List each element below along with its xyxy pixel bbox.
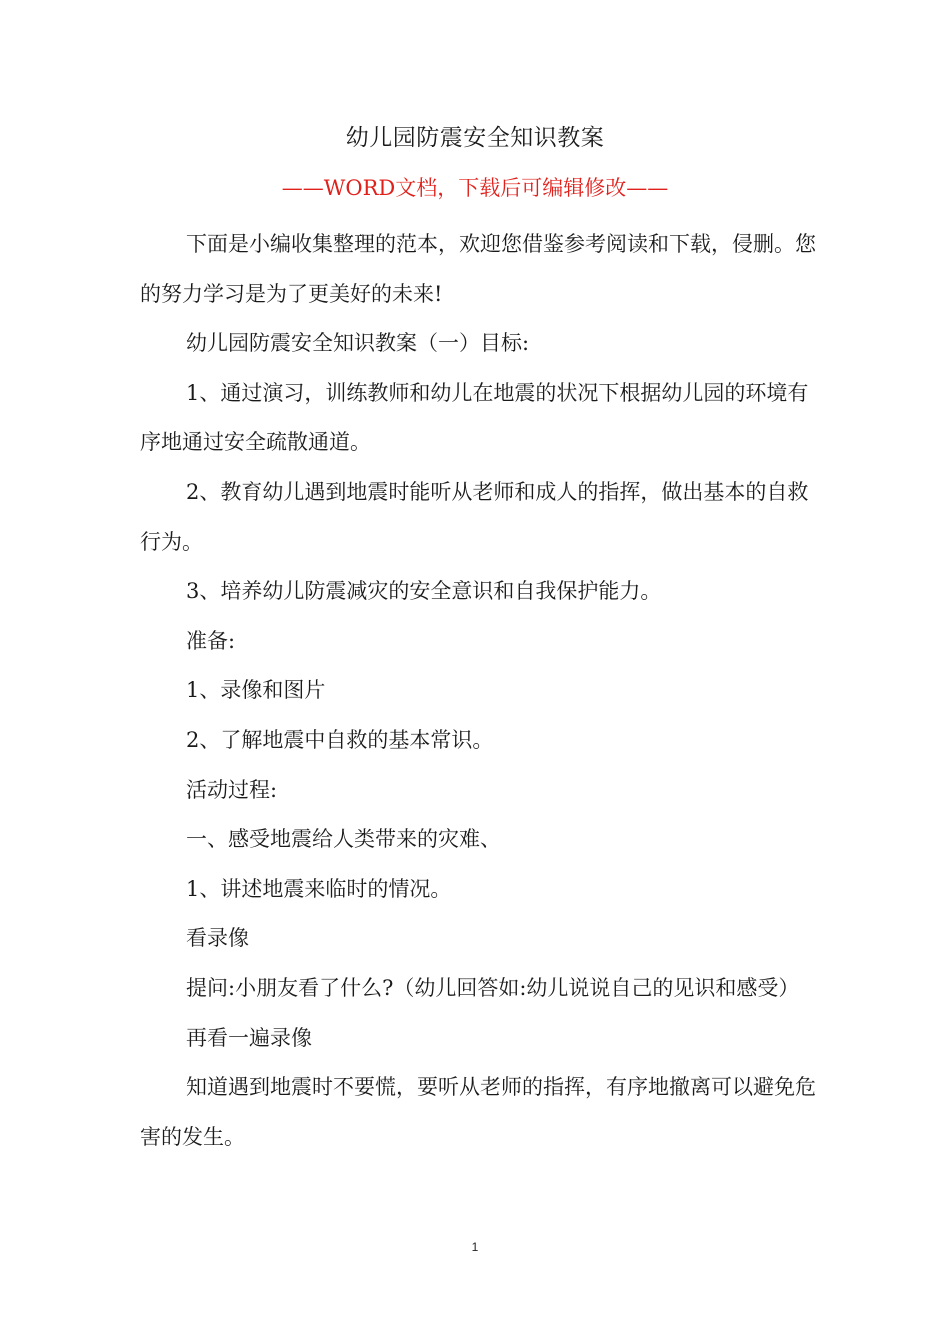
- paragraph-goal-2: 2、教育幼儿遇到地震时能听从老师和成人的指挥，做出基本的自救行为。: [140, 479, 809, 554]
- paragraph-preparation-2: 2、了解地震中自救的基本常识。: [186, 727, 494, 752]
- paragraph-watch-again: 再看一遍录像: [186, 1025, 312, 1050]
- paragraph-intro: 下面是小编收集整理的范本，欢迎您借鉴参考阅读和下载，侵删。您的努力学习是为了更美好的未来!: [140, 232, 816, 306]
- paragraph-process-heading: 活动过程:: [186, 777, 278, 802]
- paragraph-preparation-1: 1、录像和图片: [186, 678, 326, 703]
- document-body: [140, 220, 820, 1162]
- page-number: 1: [471, 1240, 479, 1254]
- paragraph-process-section-1: 一、感受地震给人类带来的灾难、: [186, 827, 501, 852]
- document-subtitle: ——WORD文档，下载后可编辑修改——: [281, 176, 669, 200]
- paragraph-goal-3: 3、培养幼儿防震减灾的安全意识和自我保护能力。: [186, 579, 662, 604]
- paragraph-process-step-1: 1、讲述地震来临时的情况。: [186, 876, 452, 901]
- document-title: 幼儿园防震安全知识教案: [345, 125, 605, 151]
- paragraph-question: 提问:小朋友看了什么?（幼儿回答如:幼儿说说自己的见识和感受）: [186, 975, 800, 1000]
- paragraph-goals-heading: 幼儿园防震安全知识教案（一）目标:: [186, 331, 530, 356]
- paragraph-preparation-heading: 准备:: [186, 628, 236, 653]
- paragraph-goal-1: 1、通过演习，训练教师和幼儿在地震的状况下根据幼儿园的环境有序地通过安全疏散通道。: [140, 380, 809, 455]
- paragraph-conclusion: 知道遇到地震时不要慌，要听从老师的指挥，有序地撤离可以避免危害的发生。: [140, 1075, 816, 1149]
- paragraph-watch-video: 看录像: [186, 926, 249, 951]
